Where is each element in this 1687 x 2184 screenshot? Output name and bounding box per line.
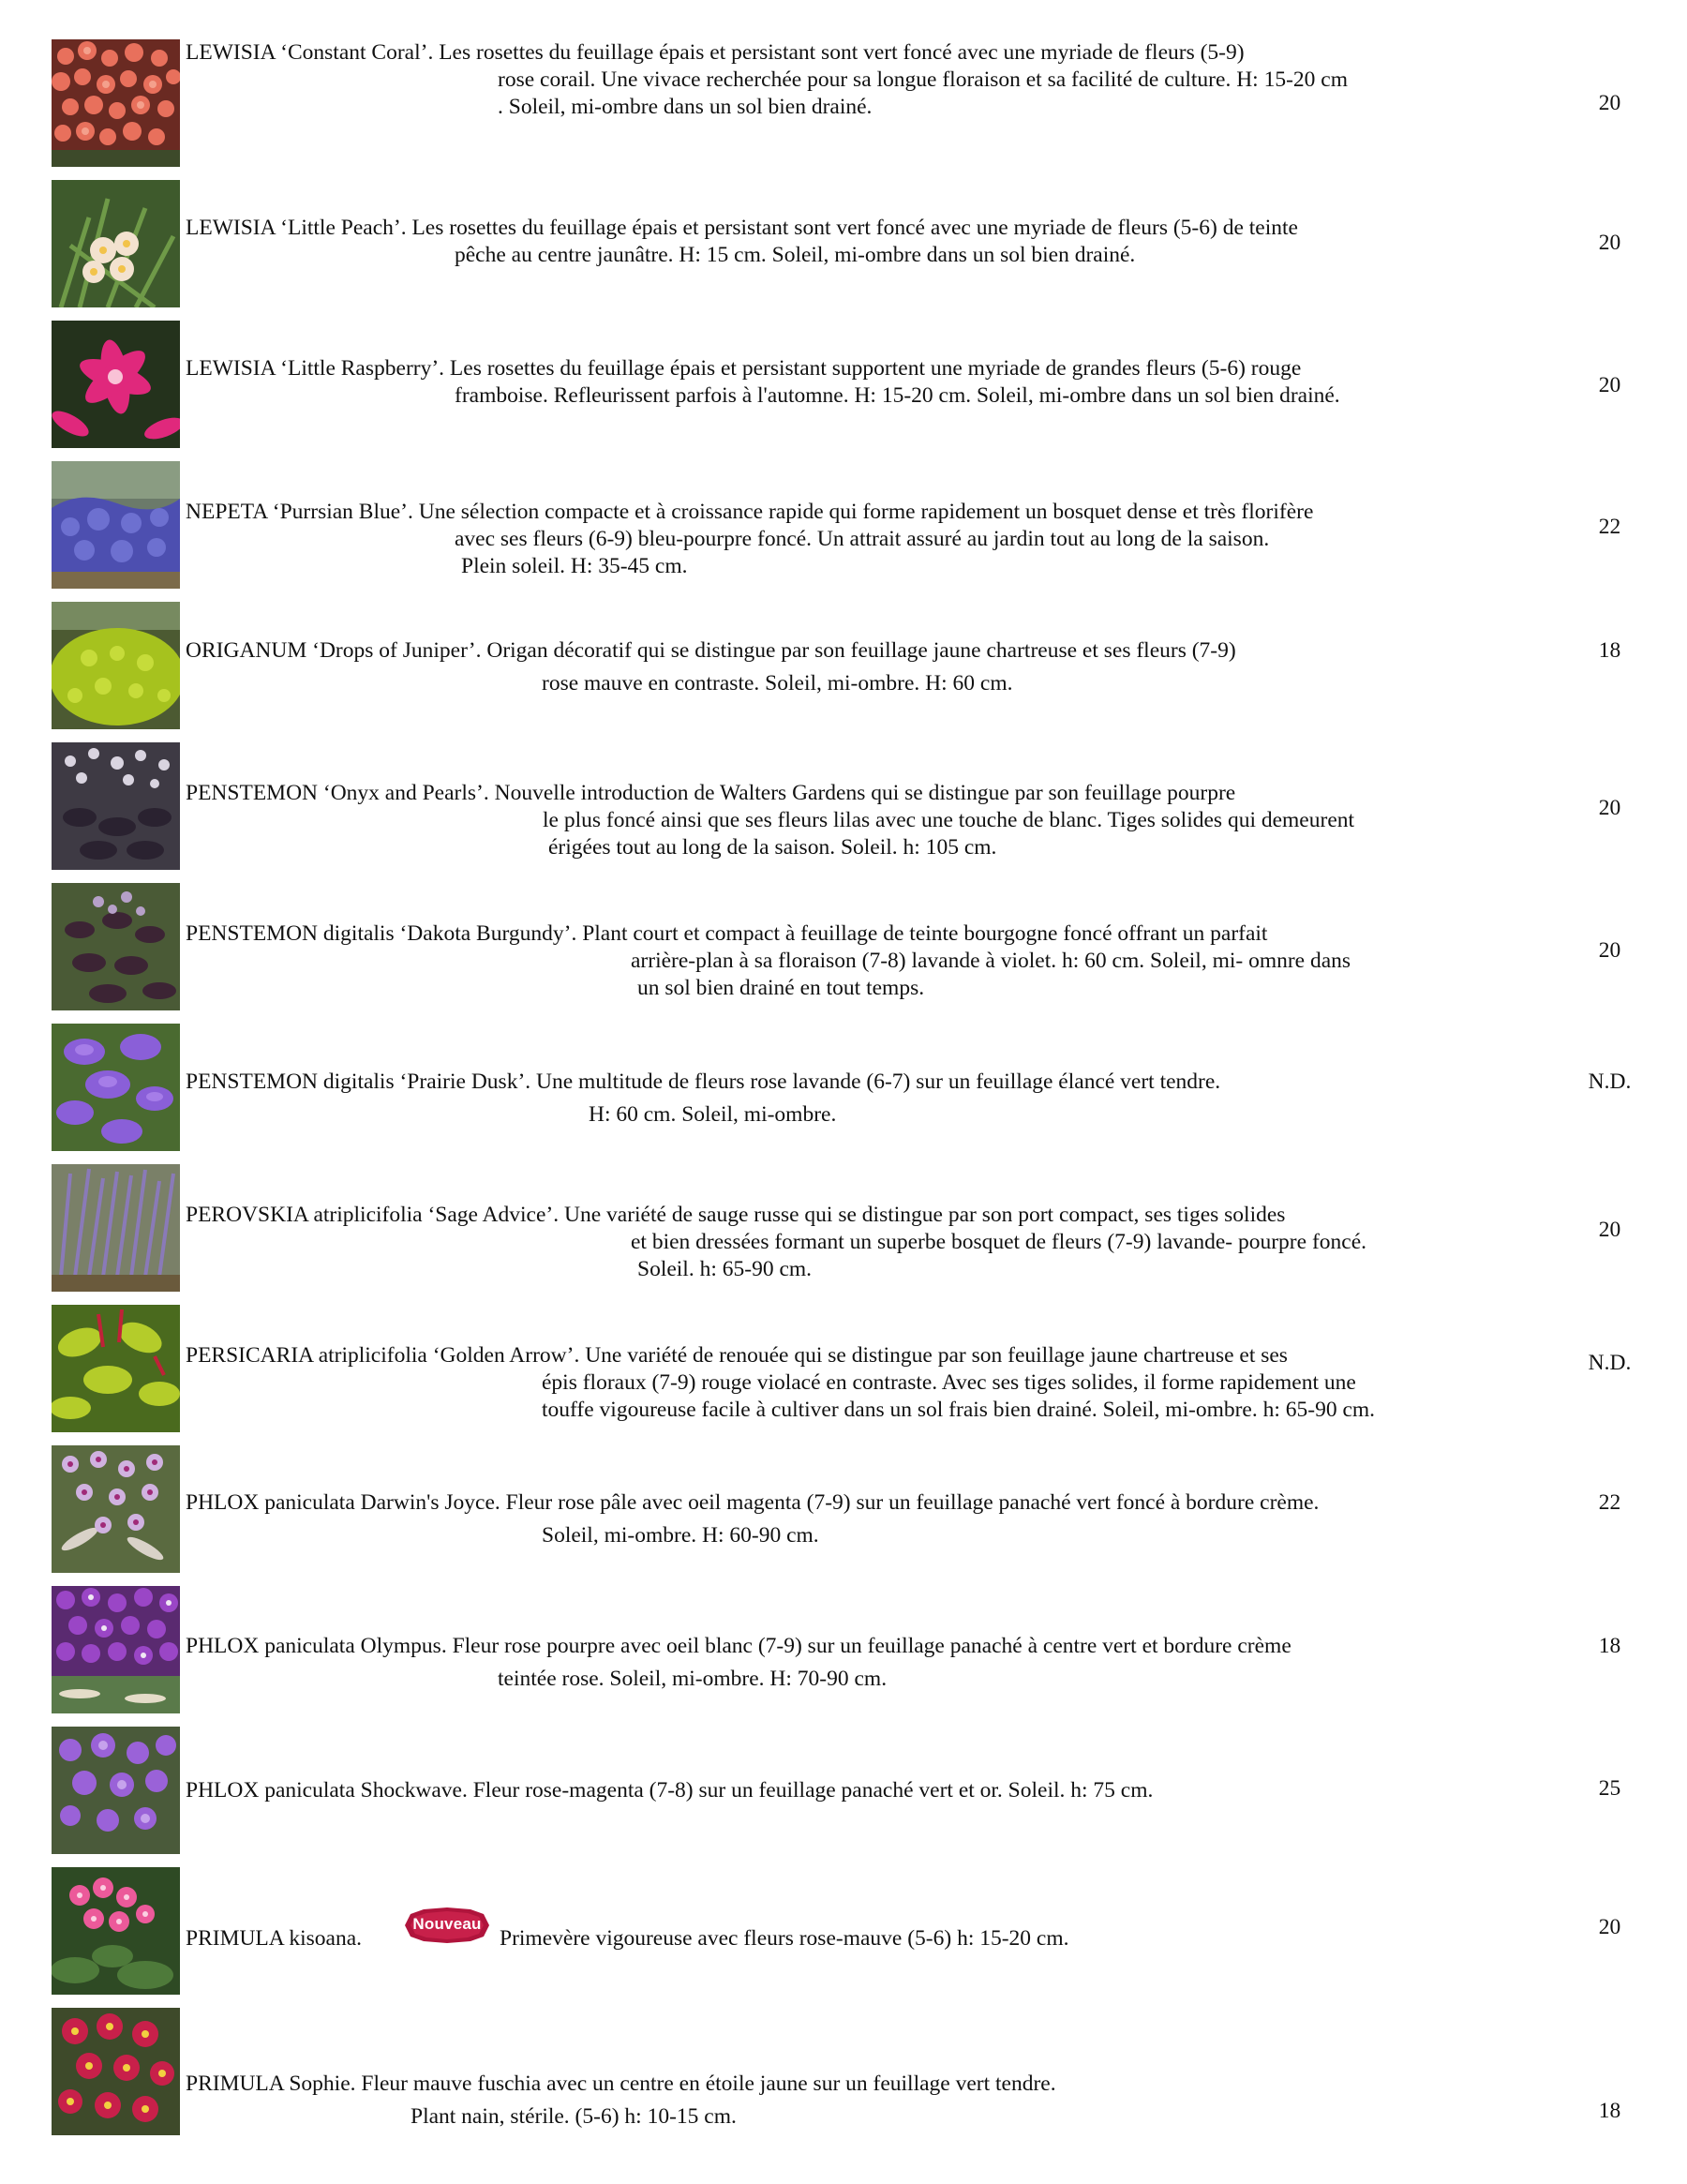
new-badge-label: Nouveau: [412, 1915, 482, 1933]
price: 20: [1598, 1915, 1621, 1939]
price: 20: [1598, 91, 1621, 115]
plant-description: [186, 1777, 1516, 1804]
blue-catmint-image: [52, 461, 180, 589]
chartreuse-foliage-image: [52, 602, 180, 729]
catalog-entry: [0, 602, 1687, 729]
price: 18: [1598, 2099, 1621, 2123]
description-line: PEROVSKIA atriplicifolia ‘Sage Advice’. Une variété de sauge russe qui se distingue par son port compact, ses tiges solides: [186, 1203, 1286, 1227]
plant-photo-origanum-drops-of-juniper: [52, 602, 180, 729]
description-line: LEWISIA ‘Little Peach’. Les rosettes du feuillage épais et persistant sont vert foncé avec une myriade de fleurs (5-6) de teinte: [186, 216, 1298, 240]
description-line: pêche au centre jaunâtre. H: 15 cm. Soleil, mi-ombre dans un sol bien drainé.: [455, 243, 1136, 267]
plant-description: [500, 1925, 1437, 1952]
description-line: PERSICARIA atriplicifolia ‘Golden Arrow’. Une variété de renouée qui se distingue par son feuillage jaune chartreuse et ses: [186, 1343, 1288, 1368]
plant-photo-penstemon-dakota-burgundy: [52, 883, 180, 1010]
description-line: LEWISIA ‘Little Raspberry’. Les rosettes du feuillage épais et persistant supportent une myriade de grandes fleurs (5-6) rouge: [186, 356, 1302, 381]
peach-flowers-image: [52, 180, 180, 307]
plant-photo-penstemon-onyx-and-pearls: [52, 742, 180, 870]
dark-foliage-image: [52, 742, 180, 870]
fuchsia-primrose-image: [52, 2008, 180, 2135]
description-line: NEPETA ‘Purrsian Blue’. Une sélection compacte et à croissance rapide qui forme rapidement un bosquet dense et très florifère: [186, 500, 1314, 524]
price: 22: [1598, 515, 1621, 539]
coral-flowers-image: [52, 39, 180, 167]
catalog-entry: [0, 742, 1687, 870]
plant-photo-primula-kisoana: [52, 1867, 180, 1995]
catalog-entry: [0, 39, 1687, 167]
description-line: framboise. Refleurissent parfois à l'automne. H: 15-20 cm. Soleil, mi-ombre dans un sol bien drainé.: [455, 383, 1340, 408]
description-line: Plant nain, stérile. (5-6) h: 10-15 cm.: [411, 2104, 737, 2129]
description-line: PHLOX paniculata Darwin's Joyce. Fleur rose pâle avec oeil magenta (7-9) sur un feuillage panaché vert foncé à bordure crème.: [186, 1490, 1320, 1515]
plant-description: [186, 637, 1516, 697]
price: 20: [1598, 796, 1621, 820]
catalog-entry: [0, 2008, 1687, 2135]
burgundy-foliage-image: [52, 883, 180, 1010]
russian-sage-image: [52, 1164, 180, 1292]
price: 22: [1598, 1490, 1621, 1515]
plant-photo-primula-sophie: [52, 2008, 180, 2135]
catalog-entry: [0, 1727, 1687, 1854]
catalog-entry: [0, 1445, 1687, 1573]
catalog-entry: [0, 180, 1687, 307]
description-line: touffe vigoureuse facile à cultiver dans un sol frais bien drainé. Soleil, mi-ombre. h: 65-90 cm.: [542, 1398, 1376, 1422]
plant-name: PRIMULA kisoana.: [186, 1926, 362, 1951]
raspberry-flowers-image: [52, 321, 180, 448]
magenta-phlox-image: [52, 1727, 180, 1854]
plant-photo-nepeta-purrsian-blue: [52, 461, 180, 589]
description-line: rose corail. Une vivace recherchée pour sa longue floraison et sa facilité de culture. H: 15-20 cm: [498, 67, 1348, 92]
price: N.D.: [1588, 1351, 1632, 1375]
pink-primrose-image: [52, 1867, 180, 1995]
description-line: . Soleil, mi-ombre dans un sol bien drainé.: [498, 95, 873, 119]
plant-photo-persicaria-golden-arrow: [52, 1305, 180, 1432]
description-line: érigées tout au long de la saison. Soleil. h: 105 cm.: [548, 835, 997, 860]
new-badge: [401, 1907, 493, 1944]
plant-description: [186, 1342, 1516, 1424]
description-line: PHLOX paniculata Olympus. Fleur rose pourpre avec oeil blanc (7-9) sur un feuillage panaché à centre vert et bordure crème: [186, 1634, 1291, 1658]
plant-description: [186, 1202, 1516, 1283]
pale-pink-phlox-image: [52, 1445, 180, 1573]
plant-description: [186, 39, 1516, 121]
description-line: LEWISIA ‘Constant Coral’. Les rosettes du feuillage épais et persistant sont vert foncé avec une myriade de fleurs (5-9): [186, 40, 1245, 65]
plant-description: [186, 355, 1516, 410]
description-line: et bien dressées formant un superbe bosquet de fleurs (7-9) lavande- pourpre foncé.: [631, 1230, 1367, 1254]
description-line: PHLOX paniculata Shockwave. Fleur rose-magenta (7-8) sur un feuillage panaché vert et or. Soleil. h: 75 cm.: [186, 1778, 1154, 1803]
plant-photo-phlox-olympus: [52, 1586, 180, 1713]
catalog-entry: [0, 1024, 1687, 1151]
plant-description: [186, 1489, 1516, 1549]
price: 18: [1598, 1634, 1621, 1658]
price: 20: [1598, 231, 1621, 255]
catalog-entry: [0, 1867, 1687, 1995]
plant-description: [186, 499, 1516, 580]
catalog-entry: [0, 1305, 1687, 1432]
description-line: épis floraux (7-9) rouge violacé en contraste. Avec ses tiges solides, il forme rapidement une: [542, 1370, 1356, 1395]
description-line: teintée rose. Soleil, mi-ombre. H: 70-90 cm.: [498, 1667, 888, 1691]
catalog-entry: [0, 461, 1687, 589]
catalog-entry: [0, 1586, 1687, 1713]
plant-photo-lewisia-little-peach: [52, 180, 180, 307]
catalog-entry: [0, 1164, 1687, 1292]
description-line: Soleil, mi-ombre. H: 60-90 cm.: [542, 1523, 819, 1548]
description-line: un sol bien drainé en tout temps.: [637, 976, 925, 1000]
catalog-entry: [0, 321, 1687, 448]
plant-description: [186, 1069, 1516, 1129]
price: 25: [1598, 1776, 1621, 1801]
price: 20: [1598, 1218, 1621, 1242]
plant-photo-penstemon-prairie-dusk: [52, 1024, 180, 1151]
description-line: Soleil. h: 65-90 cm.: [637, 1257, 813, 1281]
purple-phlox-image: [52, 1586, 180, 1713]
plant-photo-perovskia-sage-advice: [52, 1164, 180, 1292]
plant-photo-lewisia-constant-coral: [52, 39, 180, 167]
plant-description: [186, 215, 1516, 269]
plant-description: [186, 2071, 1516, 2131]
description-line: rose mauve en contraste. Soleil, mi-ombre. H: 60 cm.: [542, 671, 1013, 696]
price: N.D.: [1588, 1070, 1632, 1094]
plant-description: [186, 1633, 1516, 1693]
description-line: PENSTEMON digitalis ‘Prairie Dusk’. Une multitude de fleurs rose lavande (6-7) sur un feuillage élancé vert tendre.: [186, 1070, 1221, 1094]
catalog-entry: [0, 883, 1687, 1010]
description-line: PENSTEMON digitalis ‘Dakota Burgundy’. Plant court et compact à feuillage de teinte bourgogne foncé offrant un parfait: [186, 921, 1268, 946]
description-line: H: 60 cm. Soleil, mi-ombre.: [589, 1102, 837, 1127]
golden-foliage-image: [52, 1305, 180, 1432]
plant-description: [186, 920, 1516, 1002]
price: 20: [1598, 373, 1621, 397]
plant-description: [186, 780, 1516, 861]
description-line: avec ses fleurs (6-9) bleu-pourpre foncé. Un attrait assuré au jardin tout au long de la saison.: [455, 527, 1270, 551]
description-line: PENSTEMON ‘Onyx and Pearls’. Nouvelle introduction de Walters Gardens qui se distingue par son feuillage pourpre: [186, 781, 1236, 805]
plant-photo-phlox-darwins-joyce: [52, 1445, 180, 1573]
description-line: Primevère vigoureuse avec fleurs rose-mauve (5-6) h: 15-20 cm.: [500, 1926, 1069, 1951]
price: 20: [1598, 938, 1621, 963]
lavender-flowers-image: [52, 1024, 180, 1151]
plant-photo-phlox-shockwave: [52, 1727, 180, 1854]
description-line: ORIGANUM ‘Drops of Juniper’. Origan décoratif qui se distingue par son feuillage jaune chartreuse et ses fleurs (7-9): [186, 638, 1236, 663]
price: 18: [1598, 638, 1621, 663]
description-line: arrière-plan à sa floraison (7-8) lavande à violet. h: 60 cm. Soleil, mi- omnre dans: [631, 949, 1351, 973]
plant-photo-lewisia-little-raspberry: [52, 321, 180, 448]
description-line: PRIMULA Sophie. Fleur mauve fuschia avec un centre en étoile jaune sur un feuillage vert tendre.: [186, 2072, 1056, 2096]
description-line: le plus foncé ainsi que ses fleurs lilas avec une touche de blanc. Tiges solides qui demeurent: [543, 808, 1355, 832]
description-line: Plein soleil. H: 35-45 cm.: [461, 554, 688, 578]
